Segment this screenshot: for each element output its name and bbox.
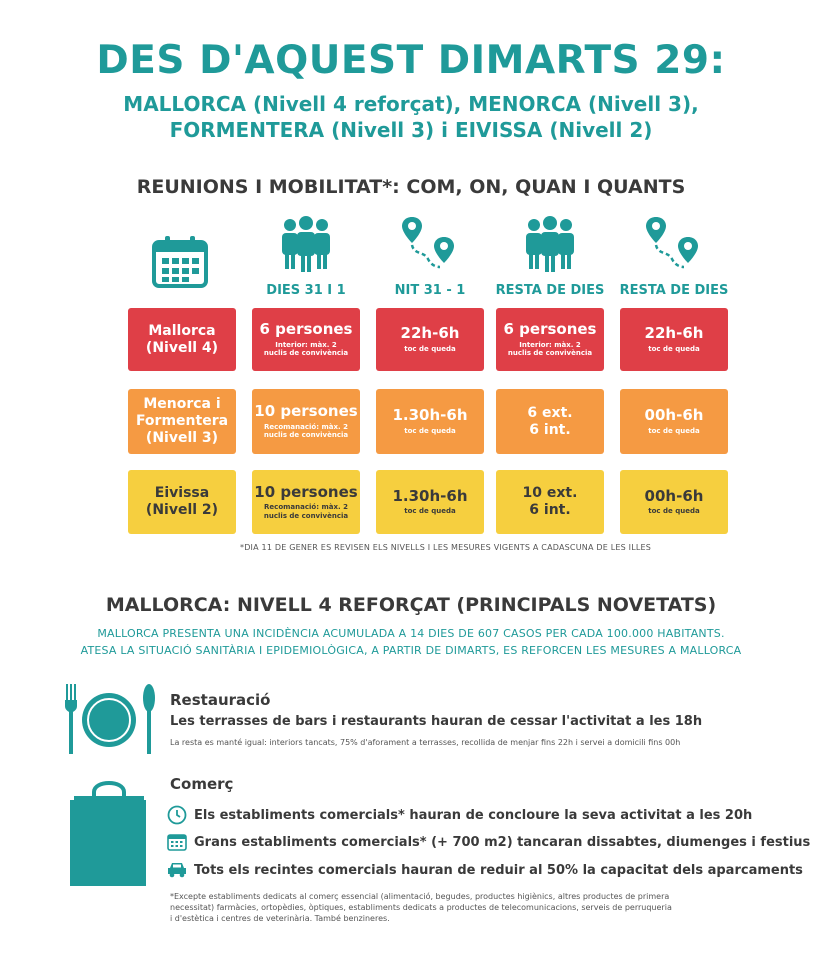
cell-note: toc de queda (404, 344, 456, 353)
group-icon (494, 214, 606, 274)
cell-value: 6 persones (259, 320, 353, 338)
cell-note: toc de queda (404, 426, 456, 435)
cell-eivissa-rest-meetings (496, 470, 604, 534)
island-name: Menorca i (143, 396, 221, 413)
comerc-bullet-hours (166, 805, 752, 825)
cell-menorca-rest-meetings (496, 389, 604, 454)
column-header-days-31-1: DIES 31 I 1 (266, 283, 346, 298)
cell-value: 22h-6h (400, 324, 460, 343)
cell-value: 22h-6h (644, 324, 704, 343)
table-footnote: *DIA 11 DE GENER ES REVISEN ELS NIVELLS I LES MESURES VIGENTS A CADASCUNA DE LES ILLES (240, 543, 652, 552)
row-label-mallorca (128, 308, 236, 371)
restauracio-heading: Restauració (170, 691, 271, 709)
cell-value: 1.30h-6h (392, 406, 468, 425)
cell-value: 10 persones (254, 402, 358, 420)
comerc-heading: Comerç (170, 775, 234, 793)
restauracio-detail: La resta es manté igual: interiors tancats, 75% d'aforament a terrasses, recollida de menjar fins 22h i servei a domicili fins 00h (170, 738, 681, 747)
cell-note: Recomanació: màx. 2 nuclis de convivència (263, 422, 349, 440)
cell-value: 1.30h-6h (392, 486, 468, 505)
clock-icon (166, 805, 188, 825)
subtitle-line-1: MALLORCA (Nivell 4 reforçat), MENORCA (Nivell 3), (123, 92, 699, 116)
cell-value: 6 ext. (527, 404, 573, 421)
cell-eivissa-rest-curfew (620, 470, 728, 534)
route-icon (618, 214, 730, 274)
cell-note: Interior: màx. 2 nuclis de convivència (507, 340, 593, 358)
island-name: Mallorca (148, 322, 216, 339)
comerc-bullet-text: Tots els recintes comercials hauran de reduir al 50% la capacitat dels aparcaments (194, 862, 803, 878)
group-icon (250, 214, 362, 274)
calendar-icon (124, 232, 236, 292)
island-level: (Nivell 2) (145, 502, 219, 518)
cell-value: 10 persones (254, 482, 358, 501)
island-name: Formentera (135, 413, 229, 430)
shopping-bag-icon (68, 774, 150, 892)
cell-value: 10 ext. (522, 485, 578, 502)
comerc-bullet-parking (166, 860, 803, 880)
page-title: DES D'AQUEST DIMARTS 29: (96, 38, 726, 83)
calendar-icon (166, 832, 188, 852)
restauracio-main: Les terrasses de bars i restaurants hauran de cessar l'activitat a les 18h (170, 714, 703, 729)
cell-eivissa-night (376, 470, 484, 534)
cell-mallorca-rest-curfew (620, 308, 728, 371)
reinforcement-text: ATESA LA SITUACIÓ SANITÀRIA I EPIDEMIOLÒGICA, A PARTIR DE DIMARTS, ES REFORCEN LES MESURES A MALLORCA (80, 644, 742, 657)
section-title-mallorca: MALLORCA: NIVELL 4 REFORÇAT (PRINCIPALS NOVETATS) (105, 594, 717, 616)
column-header-rest-of-days: RESTA DE DIES (495, 283, 605, 298)
cell-note: toc de queda (648, 344, 700, 353)
island-name: Eivissa (154, 485, 210, 502)
island-level: (Nivell 3) (145, 429, 219, 446)
cell-menorca-night (376, 389, 484, 454)
cutlery-plate-icon (60, 684, 160, 760)
column-header-rest-of-days: RESTA DE DIES (619, 283, 729, 298)
cell-menorca-rest-curfew (620, 389, 728, 454)
island-level: (Nivell 4) (145, 339, 219, 356)
comerc-bullet-text: Grans establiments comercials* (+ 700 m2) tancaran dissabtes, diumenges i festius (194, 834, 811, 850)
row-label-menorca-formentera (128, 389, 236, 454)
cell-note: Recomanació: màx. 2 nuclis de convivència (263, 503, 349, 520)
cell-mallorca-rest-meetings (496, 308, 604, 371)
row-label-eivissa (128, 470, 236, 534)
incidence-text: MALLORCA PRESENTA UNA INCIDÈNCIA ACUMULADA A 14 DIES DE 607 CASOS PER CADA 100.000 HABITANTS. (97, 627, 725, 640)
column-header-night-31-1: NIT 31 - 1 (394, 283, 466, 298)
cell-value: 6 persones (503, 320, 597, 338)
comerc-bullet-text: Els establiments comercials* hauran de concloure la seva activitat a les 20h (194, 807, 753, 823)
route-icon (374, 214, 486, 274)
cell-note: toc de queda (404, 507, 456, 516)
cell-note: toc de queda (648, 426, 700, 435)
cell-note: Interior: màx. 2 nuclis de convivència (263, 340, 349, 358)
subtitle-line-2: FORMENTERA (Nivell 3) i EIVISSA (Nivell 2) (169, 118, 653, 142)
cell-note: toc de queda (648, 507, 700, 516)
cell-value: 00h-6h (644, 486, 704, 505)
cell-value: 00h-6h (644, 406, 704, 425)
section-title-meetings: REUNIONS I MOBILITAT*: COM, ON, QUAN I QUANTS (136, 176, 686, 198)
cell-value: 6 int. (529, 502, 571, 518)
car-icon (166, 860, 188, 880)
cell-mallorca-night (376, 308, 484, 371)
cell-value: 6 int. (529, 421, 571, 438)
cell-eivissa-days-31-1 (252, 470, 360, 534)
cell-menorca-days-31-1 (252, 389, 360, 454)
cell-mallorca-days-31-1 (252, 308, 360, 371)
comerc-footnote: *Excepte establiments dedicats al comerç essencial (alimentació, begudes, productes higiènics, altres productes de primera necessitat) farmàcies, ortopèdies, òptiques, establiments dedicats a productes de telecomunicacions, serveis de perruqueria i d'estètica i centres de veterinària. També benzineres. (170, 892, 672, 924)
comerc-bullet-weekends (166, 832, 810, 852)
